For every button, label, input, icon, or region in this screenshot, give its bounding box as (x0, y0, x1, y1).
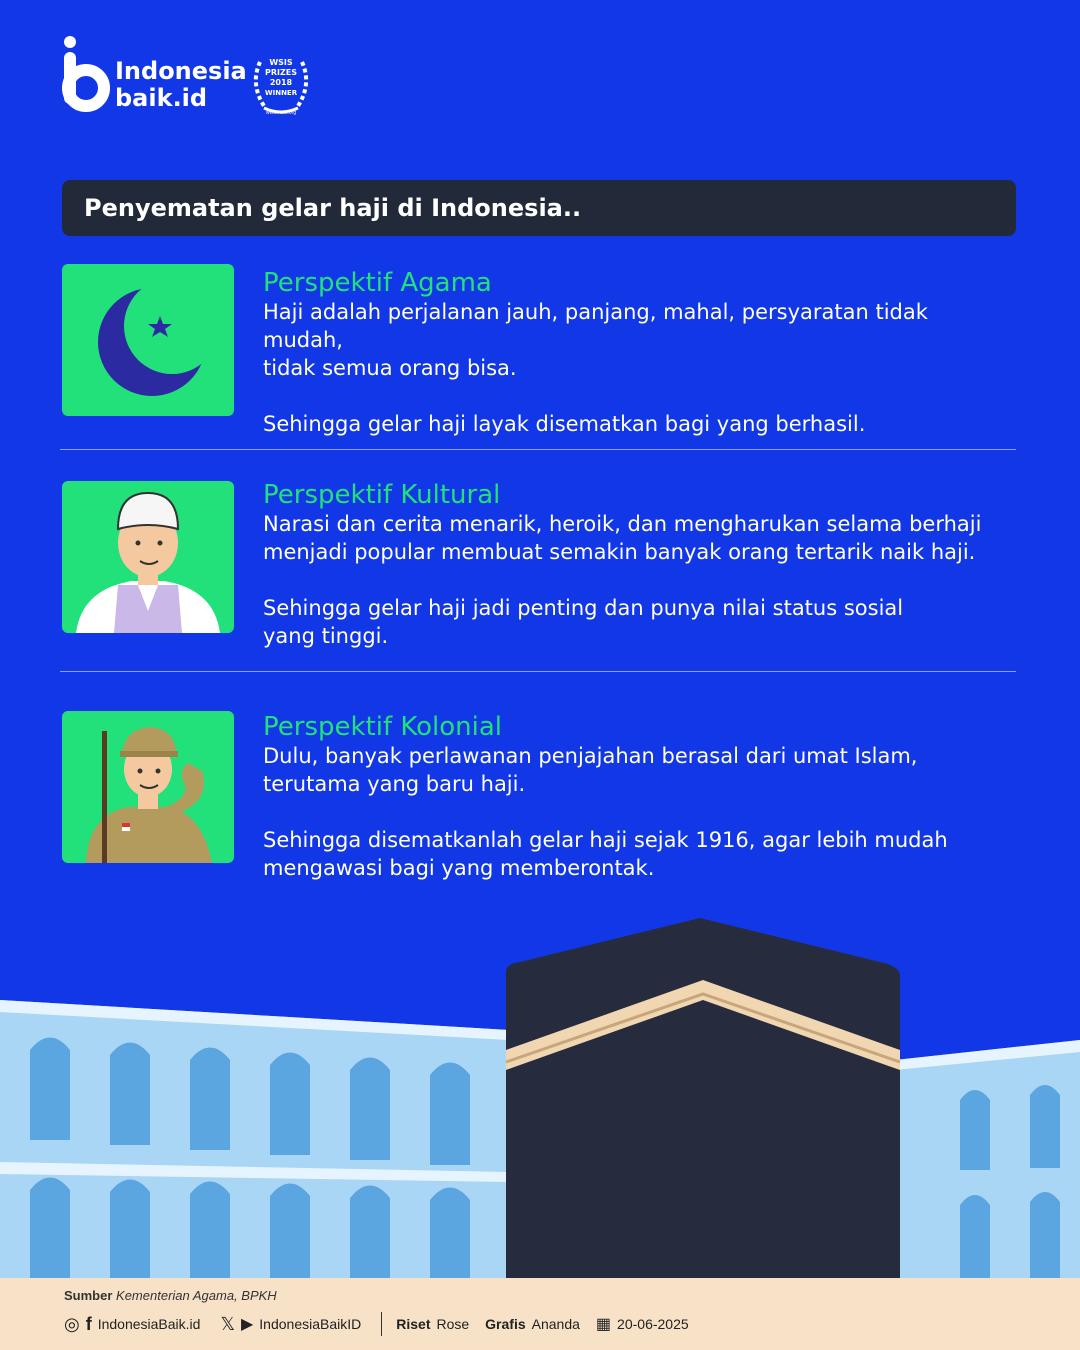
section-heading-kolonial: Perspektif Kolonial (263, 712, 503, 742)
section-text-agama (263, 298, 1003, 438)
text-line: Sehingga disematkanlah gelar haji sejak 1916, agar lebih mudah (263, 828, 948, 852)
kaaba-mosque-illustration (0, 900, 1080, 1278)
brand-line1: Indonesia (115, 57, 247, 85)
text-line: Dulu, banyak perlawanan penjajahan berasal dari umat Islam, (263, 744, 918, 768)
text-line: mengawasi bagi yang memberontak. (263, 856, 655, 880)
kaaba-icon (506, 918, 900, 1278)
section-heading-kultural: Perspektif Kultural (263, 480, 501, 510)
grafis-label: Grafis (485, 1316, 526, 1332)
section-text-kultural (263, 510, 1003, 650)
hajji-man-card (62, 481, 234, 633)
award-line-1: WSIS (269, 58, 293, 67)
award-line-4: WINNER (264, 89, 298, 97)
award-line-2: PRIZES (264, 68, 298, 77)
facebook-icon[interactable]: f (85, 1313, 92, 1334)
text-line: Narasi dan cerita menarik, heroik, dan mengharukan selama berhaji (263, 512, 982, 536)
text-line: Haji adalah perjalanan jauh, panjang, mahal, persyaratan tidak mudah, (263, 300, 928, 352)
riset-value: Rose (436, 1316, 470, 1332)
calendar-icon: ▦ (595, 1316, 612, 1333)
publish-date: 20-06-2025 (617, 1316, 689, 1332)
footer-separator (381, 1312, 382, 1336)
islam-crescent-card (62, 264, 234, 416)
saluting-soldier-icon (62, 711, 234, 863)
text-line: terutama yang baru haji. (263, 772, 526, 796)
grafis-value: Ananda (531, 1316, 580, 1332)
brand-line2: baik.id (115, 84, 208, 112)
soldier-card (62, 711, 234, 863)
youtube-icon[interactable]: ▶ (240, 1316, 254, 1333)
riset-label: Riset (396, 1316, 431, 1332)
page-title: Penyematan gelar haji di Indonesia.. (84, 194, 582, 222)
award-line-3: 2018 (269, 78, 293, 87)
brand-name (115, 58, 247, 112)
section-heading-agama: Perspektif Agama (263, 268, 492, 298)
x-icon[interactable]: 𝕏 (220, 1313, 235, 1334)
award-url: www.wsis.org (265, 110, 297, 116)
source-value: Kementerian Agama, BPKH (116, 1288, 277, 1303)
text-line: Sehingga gelar haji layak disematkan bagi yang berhasil. (263, 412, 866, 436)
social-handle[interactable]: IndonesiaBaikID (259, 1316, 362, 1332)
hajji-man-icon (62, 481, 234, 633)
instagram-icon[interactable]: ◎ (64, 1313, 80, 1334)
divider (60, 671, 1016, 672)
text-line: yang tinggi. (263, 624, 389, 648)
text-line: menjadi popular membuat semakin banyak orang tertarik naik haji. (263, 540, 976, 564)
source-credit (64, 1288, 277, 1303)
divider (60, 449, 1016, 450)
wsis-award-badge (248, 52, 314, 118)
source-label: Sumber (64, 1288, 113, 1303)
text-line: Sehingga gelar haji jadi penting dan punya nilai status sosial (263, 596, 904, 620)
footer-row (64, 1312, 695, 1336)
site-link[interactable]: IndonesiaBaik.id (97, 1316, 201, 1332)
section-text-kolonial (263, 742, 1003, 882)
crescent-star-icon (62, 264, 234, 416)
text-line: tidak semua orang bisa. (263, 356, 517, 380)
